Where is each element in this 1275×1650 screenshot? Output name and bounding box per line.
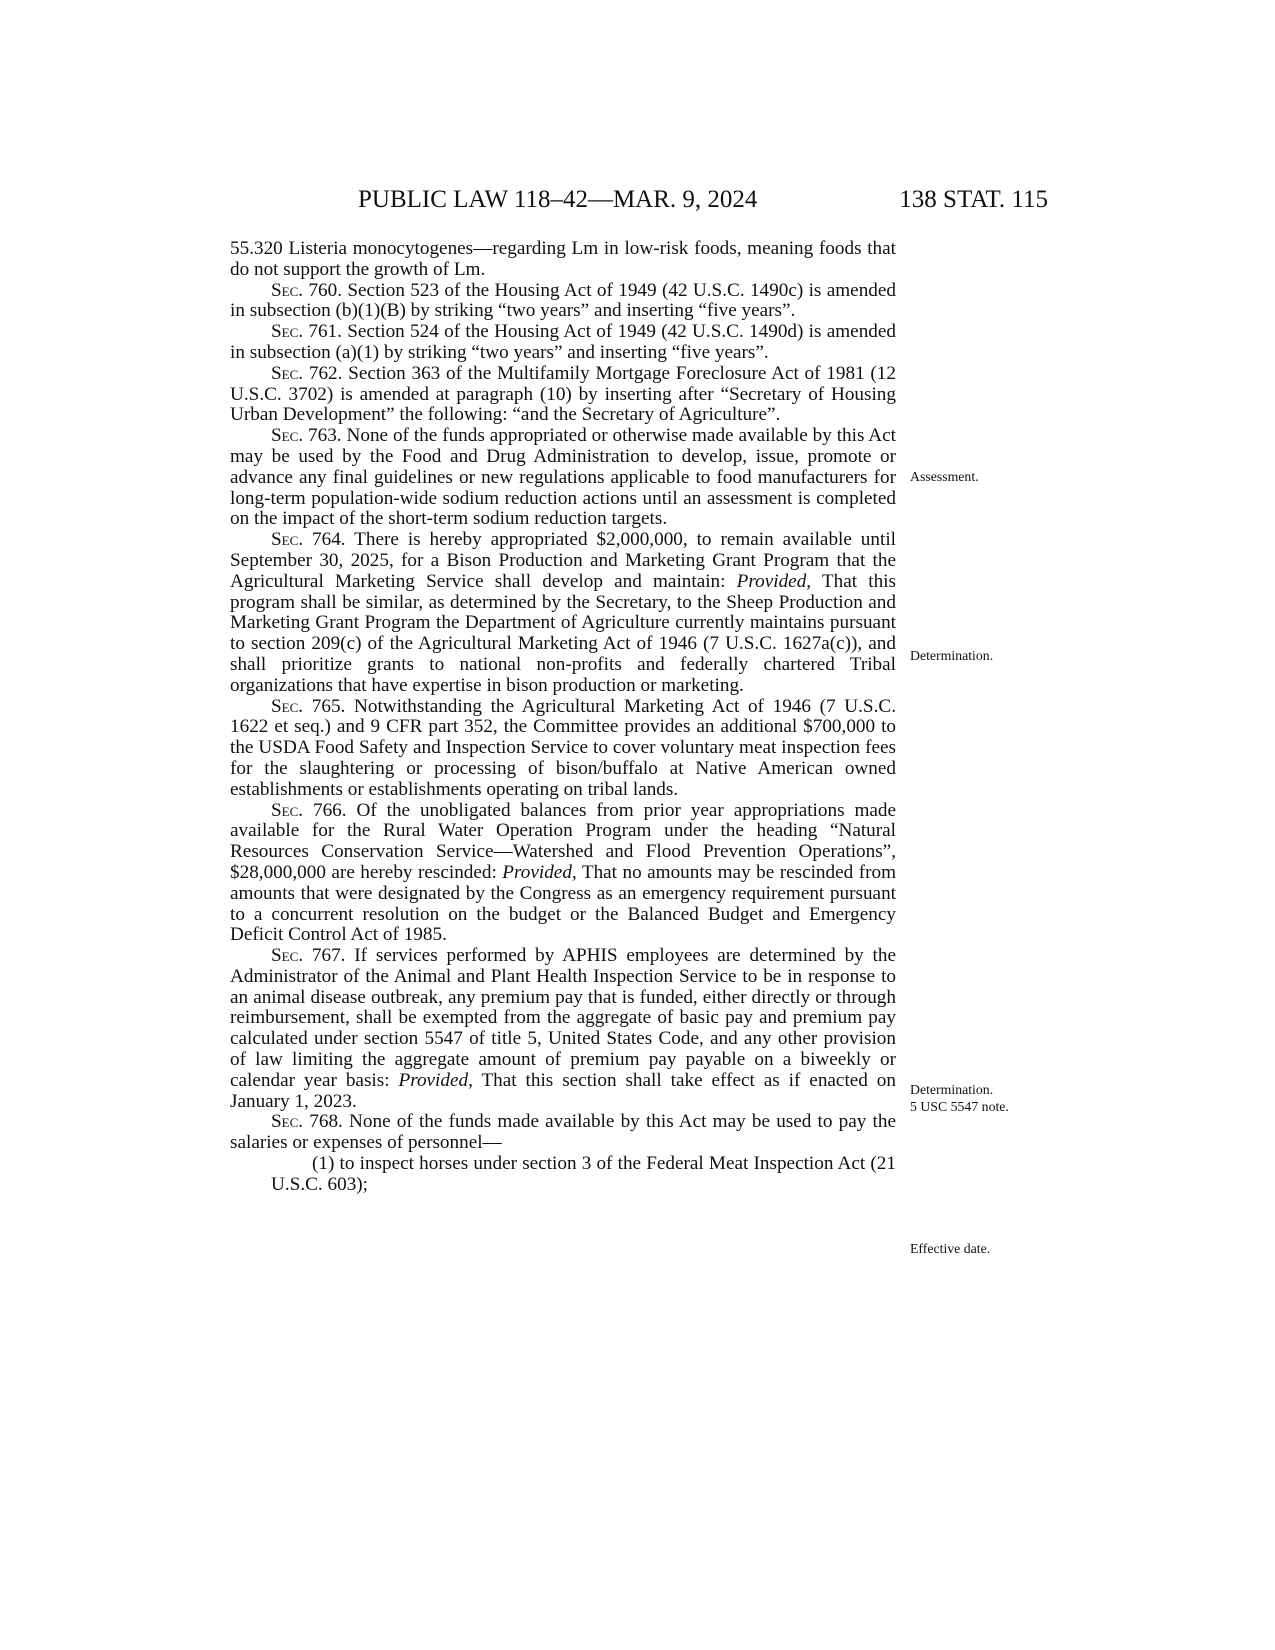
section-766	[230, 801, 896, 947]
section-label: Sec.	[271, 362, 304, 384]
section-label: Sec.	[271, 1111, 304, 1133]
provided-proviso: Provided,	[502, 861, 577, 883]
provided-proviso: Provided,	[398, 1069, 473, 1091]
running-head	[358, 186, 1048, 216]
section-label: Sec.	[271, 425, 304, 447]
section-762-text: 762. Section 363 of the Multifamily Mortgage Foreclosure Act of 1981 (12 U.S.C. 3702) is amended at paragraph (10) by inserting after “Secretary of Housing Urban Development” the following: “and the Secretary of Agriculture”.	[230, 362, 896, 426]
section-762	[230, 364, 896, 426]
section-763	[230, 426, 896, 530]
section-766-text-b: That no amounts may be rescinded from amounts that were designated by the Congress as an emergency requirement pursuant to a concurrent resolution on the budget or the Balanced Budget and Emergency Deficit Control Act of 1985.	[230, 861, 896, 946]
section-768-paragraph-1: (1) to inspect horses under section 3 of the Federal Meat Inspection Act (21 U.S.C. 603);	[271, 1153, 896, 1195]
body-text	[230, 239, 896, 1196]
section-label: Sec.	[271, 799, 304, 821]
section-760-text: 760. Section 523 of the Housing Act of 1949 (42 U.S.C. 1490c) is amended in subsection (b)(1)(B) by striking “two years” and inserting “five years”.	[230, 279, 896, 322]
section-label: Sec.	[271, 321, 304, 343]
section-767-text-b: That this section shall take effect as if enacted on January 1, 2023.	[230, 1069, 896, 1112]
section-765	[230, 697, 896, 801]
margin-note-determination: Determination.	[910, 648, 994, 663]
public-law-title: PUBLIC LAW 118–42—MAR. 9, 2024	[358, 186, 758, 213]
section-767	[230, 946, 896, 1112]
section-768-text: 768. None of the funds made available by this Act may be used to pay the salaries or expenses of personnel—	[230, 1111, 896, 1154]
margin-note-determination-usc	[910, 1082, 1050, 1115]
provided-proviso: Provided,	[736, 570, 812, 592]
section-768	[230, 1112, 896, 1154]
section-761	[230, 322, 896, 364]
margin-note-usc-citation: 5 USC 5547 note.	[910, 1098, 1009, 1114]
section-761-text: 761. Section 524 of the Housing Act of 1949 (42 U.S.C. 1490d) is amended in subsection (a)(1) by striking “two years” and inserting “five years”.	[230, 321, 896, 363]
section-763-text: 763. None of the funds appropriated or otherwise made available by this Act may be used by the Food and Drug Administration to develop, issue, promote or advance any final guidelines or new regulations applicable to food manufacturers for long-term population-wide sodium reduction actions until an assessment is completed on the impact of the short-term sodium reduction targets.	[230, 425, 896, 530]
paragraph-continuation: 55.320 Listeria monocytogenes—regarding Lm in low-risk foods, meaning foods that do not support the growth of Lm.	[230, 238, 896, 280]
section-764-text-b: That this program shall be similar, as determined by the Secretary, to the Sheep Production and Marketing Grant Program the Department of Agriculture currently maintains pursuant to section 209(c) of the Agricultural Marketing Act of 1946 (7 U.S.C. 1627a(c)), and shall prioritize grants to national non-profits and federally chartered Tribal organizations that have expertise in bison production or marketing.	[230, 570, 896, 696]
margin-note-assessment: Assessment.	[910, 469, 979, 484]
section-label: Sec.	[271, 695, 304, 717]
margin-note-effective-date: Effective date.	[910, 1241, 991, 1256]
section-764	[230, 530, 896, 696]
section-767-text-a: 767. If services performed by APHIS employees are determined by the Administrator of the Animal and Plant Health Inspection Service to be in response to an animal disease outbreak, any premium pay that is funded, either directly or through reimbursement, shall be exempted from the aggregate of basic pay and premium pay calculated under section 5547 of title 5, United States Code, and any other provision of law limiting the aggregate amount of premium pay payable on a biweekly or calendar year basis:	[230, 945, 896, 1091]
statute-page-number: 138 STAT. 115	[899, 186, 1048, 213]
section-766-text-a: 766. Of the unobligated balances from prior year appropriations made available for the Rural Water Operation Program under the heading “Natural Resources Conservation Service—Watershed and Flood Prevention Operations”, $28,000,000 are hereby rescinded:	[230, 799, 896, 883]
section-765-text: 765. Notwithstanding the Agricultural Marketing Act of 1946 (7 U.S.C. 1622 et seq.) and 9 CFR part 352, the Committee provides an additional $700,000 to the USDA Food Safety and Inspection Service to cover voluntary meat inspection fees for the slaughtering or processing of bison/buffalo at Native American owned establishments or establishments operating on tribal lands.	[230, 695, 896, 800]
section-764-text-a: 764. There is hereby appropriated $2,000,000, to remain available until September 30, 2025, for a Bison Production and Marketing Grant Program that the Agricultural Marketing Service shall develop and maintain:	[230, 529, 896, 592]
margin-note-determination-label: Determination.	[910, 1082, 994, 1097]
section-label: Sec.	[271, 945, 304, 967]
section-760	[230, 281, 896, 323]
section-label: Sec.	[271, 529, 304, 551]
section-label: Sec.	[271, 279, 304, 301]
